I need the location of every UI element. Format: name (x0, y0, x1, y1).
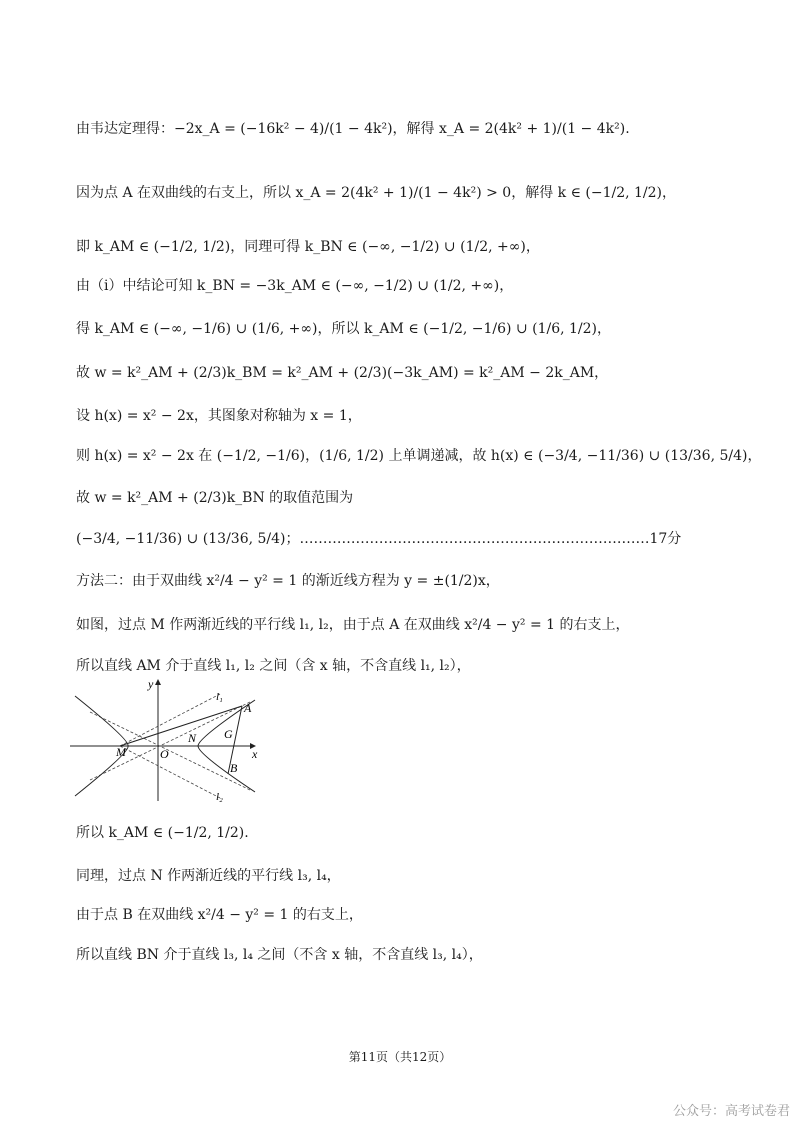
label-y: y (148, 677, 154, 691)
page-footer: 第11页（共12页） (348, 1050, 452, 1064)
label-A: A (244, 701, 252, 715)
hyperbola-figure (70, 676, 270, 806)
line-7: 设 h(x) = x² − 2x，其图象对称轴为 x = 1， (76, 408, 362, 424)
label-M: M (116, 745, 126, 759)
line-12: 如图，过点 M 作两渐近线的平行线 l₁, l₂，由于点 A 在双曲线 x²/4 − y² = 1 的右支上， (76, 617, 630, 633)
label-O: O (160, 747, 169, 761)
watermark: 公众号：高考试卷君 (672, 1104, 790, 1119)
line-13: 所以直线 AM 介于直线 l₁, l₂ 之间（含 x 轴，不含直线 l₁, l₂）， (76, 658, 471, 674)
label-B: B (230, 761, 238, 775)
label-l1: l₁ (216, 691, 223, 703)
line-14: 所以 k_AM ∈ (−1/2, 1/2). (76, 825, 249, 841)
line-17: 所以直线 BN 介于直线 l₃, l₄ 之间（不含 x 轴，不含直线 l₃, l₄）， (76, 947, 483, 963)
line-3: 即 k_AM ∈ (−1/2, 1/2)，同理可得 k_BN ∈ (−∞, −1/2) ∪ (1/2, +∞)， (76, 239, 540, 255)
asymptote-1 (90, 702, 250, 780)
label-x: x (252, 747, 258, 761)
line-5: 得 k_AM ∈ (−∞, −1/6) ∪ (1/6, +∞)，所以 k_AM ∈ (−1/2, −1/6) ∪ (1/6, 1/2)， (76, 321, 612, 337)
asymptote-2 (90, 712, 250, 790)
label-N: N (188, 731, 197, 745)
line-11: 方法二：由于双曲线 x²/4 − y² = 1 的渐近线方程为 y = ±(1/2)x， (76, 573, 500, 589)
line-6: 故 w = k²_AM + (2/3)k_BM = k²_AM + (2/3)(−3k_AM) = k²_AM − 2k_AM， (76, 365, 609, 381)
line-l2 (120, 746, 220, 798)
line-8: 则 h(x) = x² − 2x 在 (−1/2, −1/6)，(1/6, 1/2) 上单调递减，故 h(x) ∈ (−3/4, −11/36) ∪ (13/36, 5/4)， (76, 448, 762, 464)
line-15: 同理，过点 N 作两渐近线的平行线 l₃, l₄， (76, 868, 341, 884)
line-1: 由韦达定理得：−2x_A = (−16k² − 4)/(1 − 4k²)，解得 x_A = 2(4k² + 1)/(1 − 4k²). (76, 121, 630, 137)
line-10: (−3/4, −11/36) ∪ (13/36, 5/4)；…………………………………………………………………17分 (76, 531, 682, 547)
line-9: 故 w = k²_AM + (2/3)k_BN 的取值范围为 (76, 490, 354, 506)
line-l1 (120, 694, 220, 746)
line-4: 由（i）中结论可知 k_BN = −3k_AM ∈ (−∞, −1/2) ∪ (1/2, +∞)， (76, 278, 514, 294)
label-G: G (224, 727, 233, 741)
label-l2: l₂ (216, 791, 223, 803)
line-2: 因为点 A 在双曲线的右支上，所以 x_A = 2(4k² + 1)/(1 − 4k²) > 0，解得 k ∈ (−1/2, 1/2)， (76, 185, 677, 201)
line-16: 由于点 B 在双曲线 x²/4 − y² = 1 的右支上， (76, 907, 363, 923)
